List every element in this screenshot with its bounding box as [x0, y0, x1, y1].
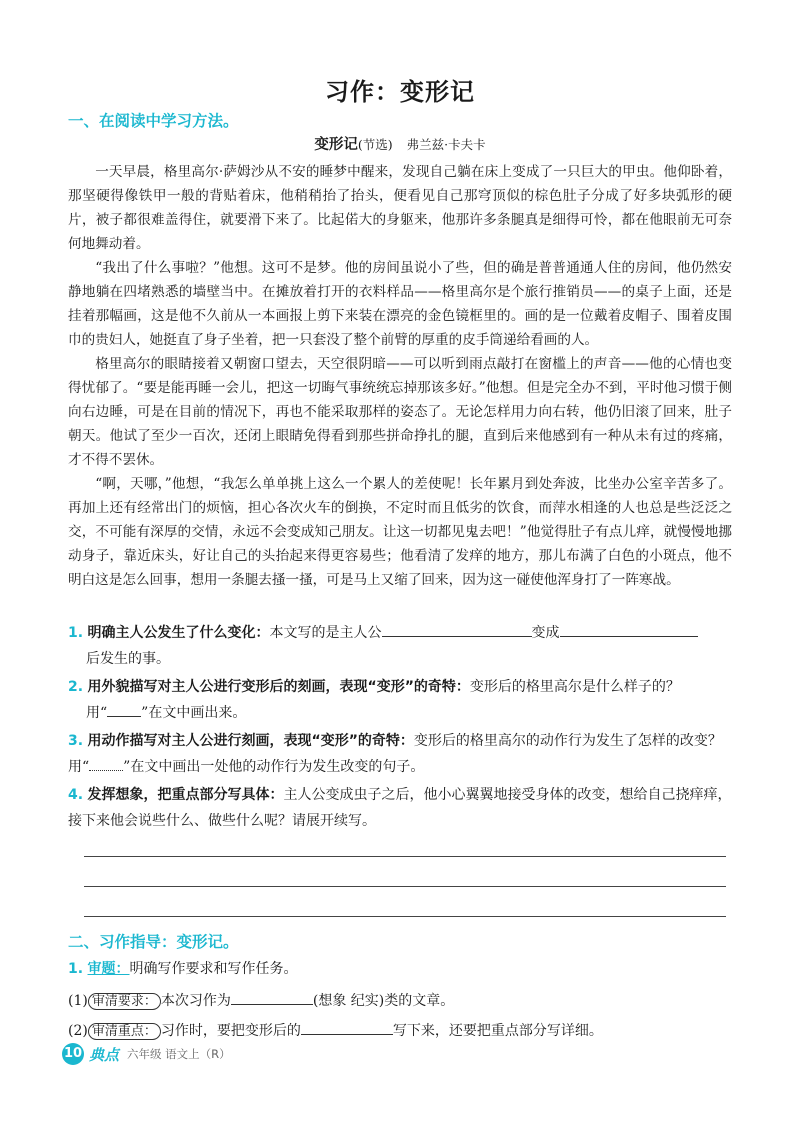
- item-text: 写下来，还要把重点部分写详细。: [392, 1023, 603, 1039]
- question-text: 变成: [531, 625, 560, 641]
- answer-blank-change[interactable]: [560, 620, 698, 637]
- guide-item-2: [68, 988, 732, 1013]
- page-footer: [62, 1042, 231, 1066]
- answer-blank-focus[interactable]: [301, 1018, 393, 1035]
- question-text: 变形后的格里高尔的动作行为发生了怎样的改变？用“: [68, 733, 722, 775]
- question-label: 用动作描写对主人公进行刻画，表现“变形”的奇特：: [87, 733, 414, 749]
- item-text: 习作时，要把变形后的: [160, 1023, 301, 1039]
- question-text: 后发生的事。: [86, 651, 170, 667]
- question-label: 用外貌描写对主人公进行变形后的刻画，表现“变形”的奇特：: [87, 679, 470, 695]
- article-title-line: [0, 133, 800, 154]
- question-text: ”在文中画出来。: [141, 705, 247, 721]
- brand-logo: 典点: [89, 1045, 120, 1064]
- answer-blank-character[interactable]: [382, 620, 532, 637]
- writing-line[interactable]: [84, 856, 726, 857]
- question-text: 主人公变成虫子之后，他小心翼翼地接受身体的改变，想给自己挠痒痒，接下来他会说些什么、做些什么呢？请展开续写。: [68, 787, 732, 829]
- shenti-label: 审题：: [87, 961, 130, 977]
- paragraph: “我出了什么事啦？”他想。这可不是梦。他的房间虽说小了些，但的确是普普通通人住的房间，他仍然安静地躺在四堵熟悉的墙壁当中。在摊放着打开的衣料样品——格里高尔是个旅行推销员——的桌子上面，还是挂着那幅画，这是他不久前从一本画报上剪下来装在漂亮的金色镜框里的。画的是一位戴着皮帽子、围着皮围巾的贵妇人，她挺直了身子坐着，把一只套没了整个前臂的厚重的皮手筒递给看画的人。: [68, 260, 732, 348]
- paragraph: 一天早晨，格里高尔·萨姆沙从不安的睡梦中醒来，发现自己躺在床上变成了一只巨大的甲虫。他仰卧着，那坚硬得像铁甲一般的背贴着床，他稍稍抬了抬头，便看见自己那穹顶似的棕色肚子分成了好多块弧形的硬片，被子都很难盖得住，就要滑下来了。比起偌大的身躯来，他那许多条腿真是细得可怜，都在他眼前无可奈何地舞动着。: [68, 164, 732, 252]
- guide-item-1: [68, 958, 732, 980]
- item-prefix: (1): [68, 993, 88, 1009]
- paragraph: 格里高尔的眼睛接着又朝窗口望去，天空很阴暗——可以听到雨点敲打在窗槛上的声音——他的心情也变得忧郁了。“要是能再睡一会儿，把这一切晦气事统统忘掉那该多好。”他想。但是完全办不到，平时他习惯于侧向右边睡，可是在目前的情况下，再也不能采取那样的姿态了。无论怎样用力向右转，他仍旧滚了回来，肚子朝天。他试了至少一百次，还闭上眼睛免得看到那些拼命挣扎的腿，直到后来他感到有一种从未有过的疼痛，才不得不罢休。: [68, 356, 732, 468]
- grade-label: 六年级 语文上（R）: [127, 1047, 231, 1061]
- question-text: 本文写的是主人公: [269, 625, 382, 641]
- item-text: 本次习作为: [160, 993, 231, 1009]
- section-2-heading: 二、习作指导：变形记。: [68, 933, 239, 951]
- wavy-line-mark-symbol: [89, 754, 123, 771]
- section-1-heading: 一、在阅读中学习方法。: [68, 112, 239, 130]
- article-subtitle: (节选): [357, 137, 393, 152]
- question-text: 变形后的格里高尔是什么样子的？: [469, 679, 680, 695]
- article-passage: [68, 160, 732, 592]
- item-text: (想象 纪实)类的文章。: [312, 993, 455, 1009]
- question-text: ”在文中画出一处他的动作行为发生改变的句子。: [123, 759, 425, 775]
- requirement-tag: 审清要求：: [88, 993, 161, 1010]
- answer-blank-type[interactable]: [231, 988, 313, 1005]
- question-number: 4.: [68, 787, 84, 803]
- writing-line[interactable]: [84, 916, 726, 917]
- question-number: 3.: [68, 733, 84, 749]
- question-label: 明确主人公发生了什么变化：: [87, 625, 270, 641]
- paragraph: “啊，天哪，”他想，“我怎么单单挑上这么一个累人的差使呢！长年累月到处奔波，比坐办公室辛苦多了。再加上还有经常出门的烦恼，担心各次火车的倒换，不定时而且低劣的饮食，而萍水相逢的人也总是些泛泛之交，不可能有深厚的交情，永远不会变成知己朋友。让这一切都见鬼去吧！”他觉得肚子有点儿痒，就慢慢地挪动身子，靠近床头，好让自己的头抬起来得更容易些；他看清了发痒的地方，那儿布满了白色的小斑点，他不明白这是怎么回事，想用一条腿去搔一搔，可是马上又缩了回来，因为这一碰使他浑身打了一阵寒战。: [68, 476, 732, 588]
- writing-line[interactable]: [84, 886, 726, 887]
- question-text: 用“: [86, 705, 108, 721]
- question-number: 2.: [68, 679, 84, 695]
- article-author: 弗兰兹·卡夫卡: [406, 137, 486, 152]
- item-prefix: (2): [68, 1023, 88, 1039]
- page-title: 习作：变形记: [325, 78, 475, 106]
- question-1: [68, 620, 732, 672]
- question-3: [68, 728, 732, 780]
- item-text: 明确写作要求和写作任务。: [129, 961, 298, 977]
- page-number: 10: [62, 1043, 84, 1065]
- question-continuation: [68, 700, 732, 726]
- item-number: 1.: [68, 961, 84, 977]
- article-title: 变形记: [314, 137, 358, 153]
- question-label: 发挥想象，把重点部分写具体：: [87, 787, 284, 803]
- question-2: [68, 674, 732, 726]
- focus-tag: 审清重点：: [88, 1023, 161, 1040]
- question-4: [68, 782, 732, 834]
- underline-mark-symbol: [107, 700, 141, 717]
- guide-item-3: [68, 1018, 732, 1043]
- question-number: 1.: [68, 625, 84, 641]
